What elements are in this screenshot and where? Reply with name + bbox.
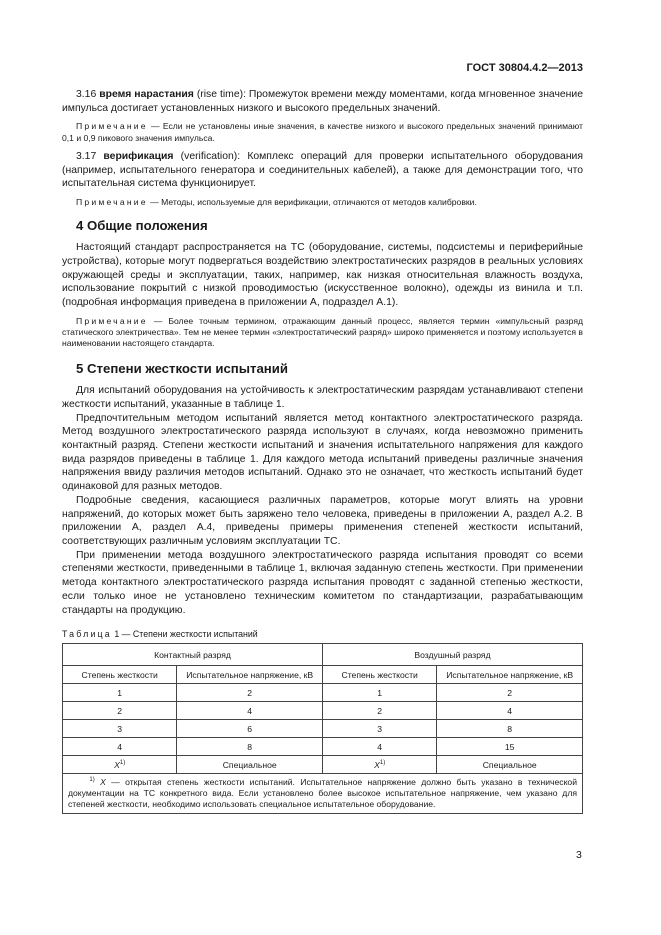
table-caption-text: 1 — Степени жесткости испытаний [111,629,258,640]
cell-voltage-contact: 2 [177,684,323,702]
document-code: ГОСТ 30804.4.2—2013 [466,62,583,74]
definition-number: 3.16 [76,89,97,100]
cell-level-contact: 1 [63,684,177,702]
definition-verification [62,150,583,191]
cell-voltage-air: 4 [437,702,583,720]
cell-voltage-contact: 8 [177,738,323,756]
group-header-air: Воздушный разряд [322,644,582,666]
section5-paragraph-1: Для испытаний оборудования на устойчивость к электростатическим разрядам устанавливают степени жесткости испытаний, указанные в таблице 1. [62,385,583,410]
note-section4 [62,316,583,350]
section-heading-general: 4 Общие положения [76,218,208,234]
table-footnote-row [63,774,583,814]
cell-voltage-air: 2 [437,684,583,702]
definition-term: время нарастания [99,89,194,100]
definition-text: (rise time): Промежуток времени между моментами, когда мгновенное значение импульса достигает установленных низкого и высокого предельных значений. [62,89,583,114]
cell-level-contact: 4 [63,738,177,756]
footnote-symbol: X [100,777,106,788]
cell-voltage-contact: 4 [177,702,323,720]
cell-level-air: 4 [322,738,436,756]
definition-text: (verification): Комплекс операций для проверки испытательного оборудования (например, испытательного генератора и соединительных кабелей), а также для демонстрации того, что испытательная система функционирует. [62,150,583,190]
open-level-symbol: X [114,759,120,770]
table-row [63,702,583,720]
column-header-voltage-air: Испытательное напряжение, кВ [437,666,583,684]
table-group-header-row [63,644,583,666]
note-text: — Если не установлены иные значения, в качестве низкого и высокого предельных значений принимают 0,1 и 0,9 пикового значения импульса. [62,121,583,143]
definition-rise-time [62,88,583,115]
note-label: Примечание [76,315,148,326]
table-caption [62,629,583,639]
section5-paragraph-4: При применении метода воздушного электростатического разряда испытания проводят со всеми степенями жесткости, приведенными в таблице 1, включая заданную степень жесткости. При применении метода контактного электростатического разряда испытания проводят с заданной степенью жесткости, если только иное не установлено техническим комитетом по стандартизации, разрабатывающим стандарты на продукцию. [62,549,583,616]
note-text: — Методы, используемые для верификации, отличаются от методов калибровки. [147,196,477,207]
cell-level-contact [63,756,177,774]
cell-level-contact: 2 [63,702,177,720]
cell-voltage-air: Специальное [437,756,583,774]
cell-voltage-contact: Специальное [177,756,323,774]
cell-level-contact: 3 [63,720,177,738]
footnote-text: — открытая степень жесткости испытаний. Испытательное напряжение должно быть указано в технической документации на ТС конкретного вида. Если установлено более высокое испытательное напряжение, чем указано для степеней жесткости, необходимо использовать специальное испытательное оборудование. [68,777,578,810]
cell-voltage-contact: 6 [177,720,323,738]
footnote-mark: 1) [89,777,95,784]
group-header-contact: Контактный разряд [63,644,323,666]
table-row [63,684,583,702]
test-levels-table [62,643,583,814]
cell-voltage-air: 8 [437,720,583,738]
section4-paragraph: Настоящий стандарт распространяется на ТС (оборудование, системы, подсистемы и периферийные устройства), которые могут подвергаться воздействию электростатических разрядов в реальных условиях окружающей среды и эксплуатации, таких, например, как низкая относительная влажность воздуха, использование покрытий с низкой проводимостью (искусственное волокно), одежды из винила и т.п. (подробная информация приведена в приложении А, подраздел А.1). [62,242,583,308]
table-footnote [63,774,583,814]
open-level-symbol: X [374,759,380,770]
note-rise-time [62,121,583,143]
table-row-open-level [63,756,583,774]
definition-number: 3.17 [76,150,97,162]
table-row [63,738,583,756]
cell-voltage-air: 15 [437,738,583,756]
note-text: — Более точным термином, отражающим данный процесс, является термин «импульсный разряд статического электричества». Тем не менее термин «электростатический разряд» широко применяется и поэтому используется в наименовании настоящего стандарта. [62,315,583,349]
section5-paragraph-3: Подробные сведения, касающиеся различных параметров, которые могут влиять на уровни напряжений, до которых может быть заряжено тело человека, приведены в приложении А, раздел А.2. В приложении А, раздел А.4, приведены примеры применения степеней жесткости испытаний, соответствующих различным условиям эксплуатации ТС. [62,494,583,547]
column-header-level-contact: Степень жесткости [63,666,177,684]
table-column-header-row [63,666,583,684]
cell-level-air: 2 [322,702,436,720]
column-header-voltage-contact: Испытательное напряжение, кВ [177,666,323,684]
section5-paragraph-2: Предпочтительным методом испытаний является метод контактного электростатического разряда. Метод воздушного электростатического разряда используют в случаях, когда невозможно применить контактный разряд. Степени жесткости испытаний и значения испытательного напряжения для каждого вида разрядов приведены в таблице 1. Для каждого метода испытаний приведены различные значения напряжения ввиду различия методов испытаний. Однако это не означает, что жесткость испытаний будет одинаковой для разных методов. [62,412,583,493]
footnote-ref: 1) [379,759,386,766]
cell-level-air: 3 [322,720,436,738]
note-verification [62,197,583,208]
table-caption-label: Таблица [62,629,112,640]
page-number: 3 [576,849,582,861]
section-heading-test-levels: 5 Степени жесткости испытаний [76,361,288,377]
table-row [63,720,583,738]
cell-level-air: 1 [322,684,436,702]
footnote-ref: 1) [119,759,126,766]
page-content [62,88,583,814]
cell-level-air [322,756,436,774]
note-label: Примечание [76,196,148,207]
note-label: Примечание [76,121,148,132]
definition-term: верификация [103,150,174,162]
column-header-level-air: Степень жесткости [322,666,436,684]
